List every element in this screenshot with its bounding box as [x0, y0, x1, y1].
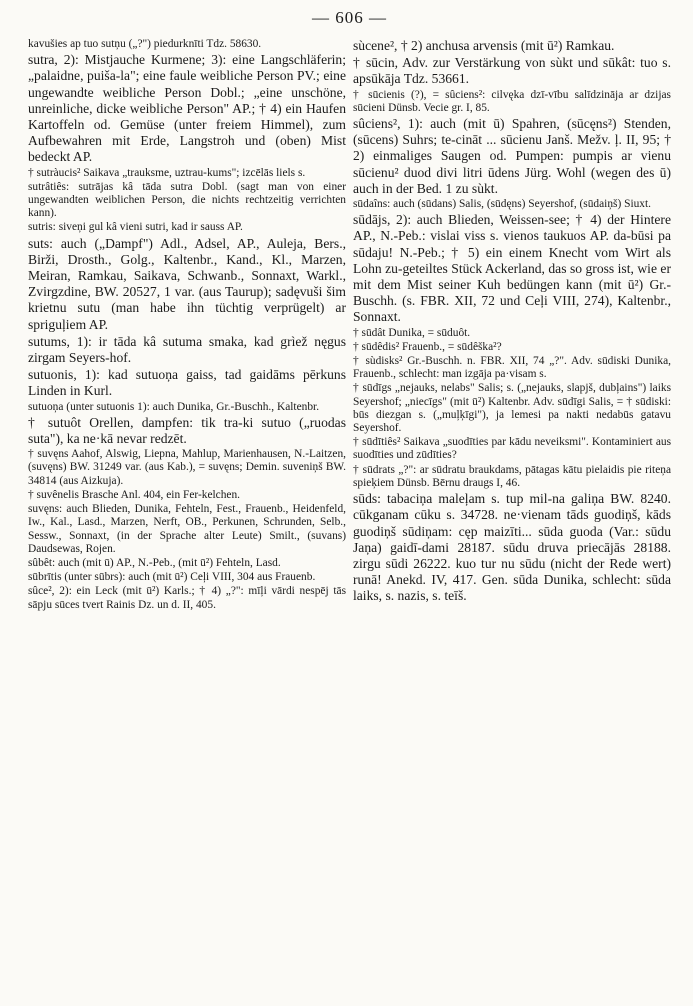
left-column	[28, 38, 346, 613]
dictionary-entry: sutums, 1): ir tāda kâ sutuma smaka, kad grìež nęgus zirgam Seyers-hof.	[28, 333, 346, 366]
dictionary-entry: sūdaîns: auch (sūdans) Salis, (sūdęns) Seyershof, (sūdaiņš) Siuxt.	[353, 198, 652, 211]
dictionary-entry: sūds: tabaciņa maleļam s. tup mil-na galiņa BW. 8240. cūkganam cūku s. 34728. ne·vienam tāds guodiņš, kāds guodiņš sūdiņam: cęp maizīti... sūda guoda (Var.: sūdu Jaņa) gaidī-dami 28187. sūdu druva priecājās 28188. zirgu sūdi 26222. kuo tur nu sūdu (nicht der Rede wert) runā! Anekd. IV, 417. Gen. sūda Dunika, schlecht: sūda laiks, s. nazis, s. teīš.	[353, 491, 671, 604]
dictionary-entry: sutuoņa (unter sutuonis 1): auch Dunika, Gr.-Buschh., Kaltenbr.	[28, 400, 320, 413]
dictionary-entry: sūdājs, 2): auch Blieden, Weissen-see; † 4) der Hintere AP., N.-Peb.: vislai viss s. vienos taukuos AP. da-būsi pa sūdaju! N.-Peb.; † 5) ein einem Knecht vom Wirt als Lohn zu-geteiltes Stück Ackerland, das so gross ist, wie er mit dem Mist seiner Kuh bedüngen kann (mit ū²) Gr.-Buschh. (s. FBR. XII, 72 und Ceļi VIII, 274), Kaltenbr., Sonnaxt.	[353, 212, 671, 325]
dictionary-entry: suts: auch („Dampf") Adl., Adsel, AP., Auleja, Bers., Birži, Drosth., Golg., Kaltenbr., Kand., Kl., Marzen, Meiran, Ramkau, Saikava, Schwanb., Sonnaxt, Warkl., Zvirgzdine, BW. 20527, 1 var. (aus Taurup); sadęvuši šim krietnu sutu (man habe ihn tüchtig verprügelt) ar spriguļiem AP.	[28, 235, 346, 332]
columns	[28, 38, 671, 613]
dictionary-entry: † sūdīgs „nejauks, nelabs" Salis; s. („nejauks, slapjš, dubļains") laiks Seyershof; „niecīgs" (mit ū²) Kaltenbr. Adv. sūdīgi Salis, = † sūdiski: būs diezgan s. („muļķīgi"), ja lemesi pa nakti nedabūs gatavu Seyershof.	[353, 382, 671, 435]
dictionary-entry: sutris: siveņi gul kâ vieni sutri, kad ir sauss AP.	[28, 221, 243, 234]
dictionary-entry: sûciens², 1): auch (mit ū) Spahren, (sūcęns²) Stenden, (sūcens) Suhrs; te-cināt ... sūcienu Janš. Mežv. ļ. II, 95; † 2) einmaliges Saugen od. Pumpen: pumpis ar vienu sūcienu² duod divi litri ūdens Jürg. Wohl (wegen des ū) auch in der Bed. 1 zu sùkt.	[353, 116, 671, 196]
dictionary-entry: † sutràucis² Saikava „trauksme, uztrau-kums"; izcēlās liels s.	[28, 166, 306, 179]
dictionary-entry: † sūdrats „?": ar sūdratu braukdams, pātagas kātu pielaidis pie riteņa spieķiem Dünsb. Bērnu draugs I, 46.	[353, 463, 671, 489]
page-number: — 606 —	[312, 8, 387, 27]
dictionary-entry: suvęns: auch Blieden, Dunika, Fehteln, Fest., Frauenb., Heidenfeld, Iw., Kal., Lasd., Marzen, Nerft, OB., Perkunen, Schrunden, Selb., Sessw., Sonnaxt, (in der Sprache alter Leute) Smilt., (suvans) Daudsewas, Rojen.	[28, 503, 346, 555]
dictionary-entry: † sūdītiês² Saikava „suodīties par kādu neveiksmi". Kontaminiert aus suodīties und zūdīties?	[353, 436, 671, 462]
dictionary-entry: sutuonis, 1): kad sutuoņa gaiss, tad gaidāms pērkuns Linden in Kurl.	[28, 367, 346, 399]
dictionary-entry: sutrâtiês: sutrājas kâ tāda sutra Dobl. (sagt man von einer ungewandten weiblichen Person, die nichts rechtzeitig verrichten kann).	[28, 180, 346, 220]
dictionary-entry: sûce², 2): ein Leck (mit ū²) Karls.; † 4) „?": mīļi vārdi nespēj tās sāpju sūces tvert Rainis Dz. un d. II, 405.	[28, 585, 346, 611]
right-column	[353, 38, 671, 613]
dictionary-entry: † sùdisks² Gr.-Buschh. n. FBR. XII, 74 „?". Adv. sūdiski Dunika, Frauenb., schlecht: man izgāja pa·visam s.	[353, 355, 671, 381]
dictionary-entry: † sūcin, Adv. zur Verstärkung von sùkt und sūkât: tuo s. apsūkāja Tdz. 53661.	[353, 55, 671, 87]
dictionary-entry: † suvęns Aahof, Alswig, Liepna, Mahlup, Marienhausen, N.-Laitzen, (suvęns) BW. 31249 var. (aus Kab.), = suvęns; Demin. suveniņš BW. 34814 (aus Aizkuja).	[28, 448, 346, 487]
dictionary-entry: sutra, 2): Mistjauche Kurmene; 3): eine Langschläferin; „palaidne, puiša-la"; eine faule weibliche Person PV.; eine ungewandte weibliche Person Dobl.; „eine unschöne, unreinliche, dicke weibliche Person" AP.; † 4) ein Haufen Kartoffeln od. Gemüse (unter freiem Himmel), zum Aufbewahren mit Erde, Langstroh und (oben) Mist bedeckt AP.	[28, 52, 346, 165]
dictionary-entry: sùcene², † 2) anchusa arvensis (mit ū²) Ramkau.	[353, 38, 615, 53]
dictionary-entry: † sūdât Dunika, = sūduôt.	[353, 326, 471, 339]
dictionary-entry: † sutuôt Orellen, dampfen: tik tra-ki sutuo („ruodas suta"), ka ne·kā nevar redzēt.	[28, 414, 346, 447]
dictionary-entry: sūbrītis (unter sūbrs): auch (mit ū²) Ceļi VIII, 304 aus Frauenb.	[28, 571, 316, 584]
dictionary-entry: sûbêt: auch (mit ū) AP., N.-Peb., (mit ū²) Fehteln, Lasd.	[28, 556, 281, 569]
dictionary-entry: kavušies ap tuo sutņu („?") piedurknīti Tdz. 58630.	[28, 38, 262, 50]
dictionary-entry: † sūdêdis² Frauenb., = sūdêška²?	[353, 340, 502, 353]
dictionary-entry: † sūcienis (?), = sûciens²: cilvęka dzī-vību salīdzināja ar dzijas sūcieni Dünsb. Vecie gr. I, 85.	[353, 88, 671, 114]
dictionary-entry: † suvênelis Brasche Anl. 404, ein Fer-kelchen.	[28, 488, 241, 501]
